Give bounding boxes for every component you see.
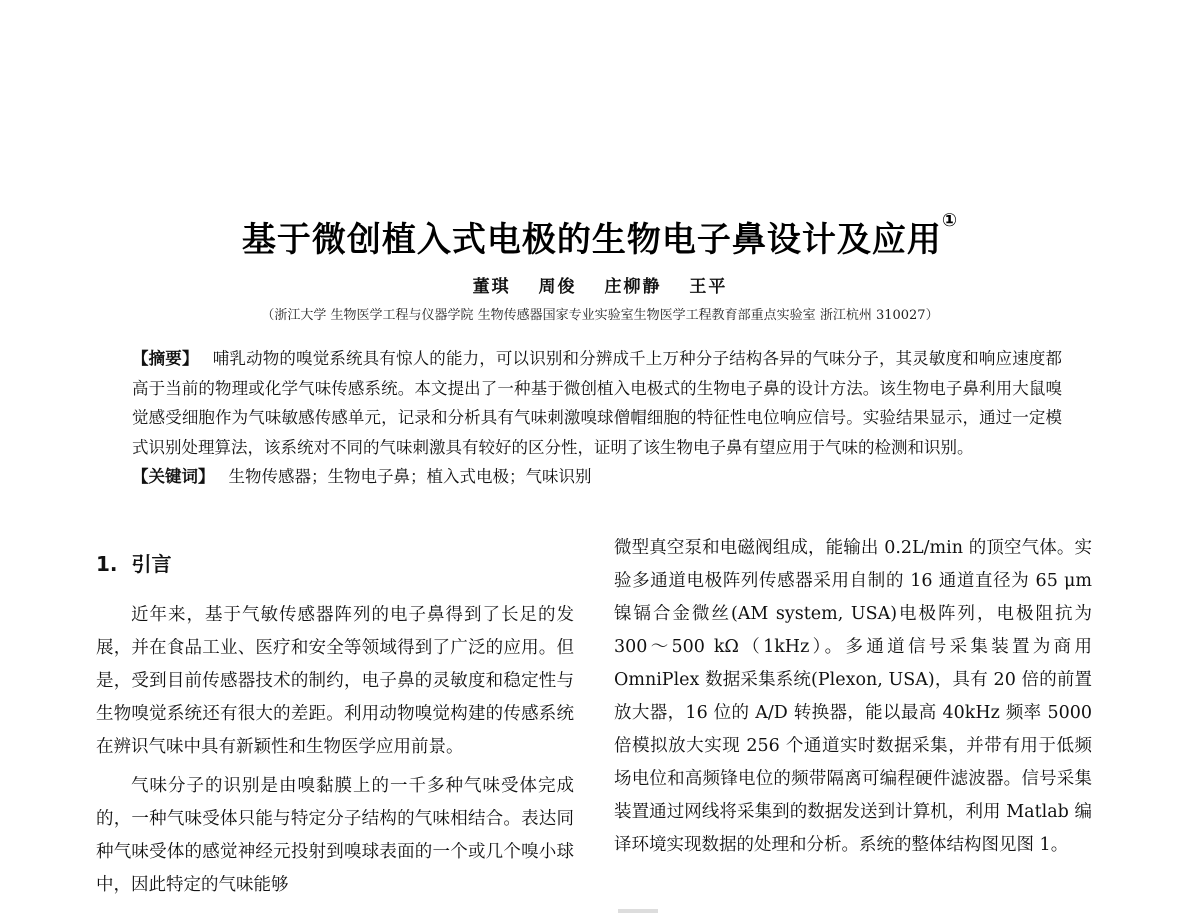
section-heading <box>96 548 574 581</box>
abstract-text: 哺乳动物的嗅觉系统具有惊人的能力，可以识别和分辨成千上万种分子结构各异的气味分子，其灵敏度和响应速度都高于当前的物理或化学气味传感系统。本文提出了一种基于微创植入电极式的生物电子鼻的设计方法。该生物电子鼻利用大鼠嗅觉感受细胞作为气味敏感传感单元，记录和分析具有气味刺激嗅球僧帽细胞的特征性电位响应信号。实验结果显示，通过一定模式识别处理算法，该系统对不同的气味刺激具有较好的区分性，证明了该生物电子鼻有望应用于气味的检测和识别。 <box>132 349 1063 457</box>
body-paragraph: 气味分子的识别是由嗅黏膜上的一千多种气味受体完成的，一种气味受体只能与特定分子结构的气味相结合。表达同种气味受体的感觉神经元投射到嗅球表面的一个或几个嗅小球中，因此特定的气味能够 <box>96 776 574 895</box>
affiliation: （浙江大学 生物医学工程与仪器学院 生物传感器国家专业实验室生物医学工程教育部重点实验室 浙江杭州 310027） <box>261 308 939 323</box>
paper-title <box>0 212 1200 261</box>
author: 王平 <box>689 277 728 297</box>
abstract-block <box>132 344 1062 492</box>
scan-artifact-mark <box>618 908 658 914</box>
body-paragraph: 近年来，基于气敏传感器阵列的电子鼻得到了长足的发展，并在食品工业、医疗和安全等领域得到了广泛的应用。但是，受到目前传感器技术的制约，电子鼻的灵敏度和稳定性与生物嗅觉系统还有很大的差距。利用动物嗅觉构建的传感系统在辨识气味中具有新颖性和生物医学应用前景。 <box>96 605 574 757</box>
author-list <box>0 272 1200 297</box>
keywords-text: 生物传感器；生物电子鼻；植入式电极；气味识别 <box>228 467 592 486</box>
author: 董琪 <box>472 277 511 297</box>
author: 庄柳静 <box>604 277 662 297</box>
author: 周俊 <box>538 277 577 297</box>
section-number: 1. <box>96 552 118 576</box>
section-title: 引言 <box>131 552 172 576</box>
abstract-label: 【摘要】 <box>132 349 199 368</box>
keywords-label: 【关键词】 <box>132 467 215 486</box>
paper-title-text: 基于微创植入式电极的生物电子鼻设计及应用 <box>241 220 942 260</box>
right-column <box>614 532 1092 868</box>
left-column <box>96 548 574 908</box>
title-footnote-marker: ① <box>941 210 959 231</box>
body-paragraph: 微型真空泵和电磁阀组成，能输出 0.2L/min 的顶空气体。实验多通道电极阵列传感器采用自制的 16 通道直径为 65 μm 镍镉合金微丝(AM system, USA)电极阵列，电极阻抗为 300～500 kΩ（1kHz）。多通道信号采集装置为商用 OmniPlex 数据采集系统(Plexon, USA)，具有 20 倍的前置放大器，16 位的 A/D 转换器，能以最高 40kHz 频率 5000 倍模拟放大实现 256 个通道实时数据采集，并带有用于低频场电位和高频锋电位的频带隔离可编程硬件滤波器。信号采集装置通过网线将采集到的数据发送到计算机，利用 Matlab 编译环境实现数据的处理和分析。系统的整体结构图见图 1。 <box>614 538 1092 855</box>
